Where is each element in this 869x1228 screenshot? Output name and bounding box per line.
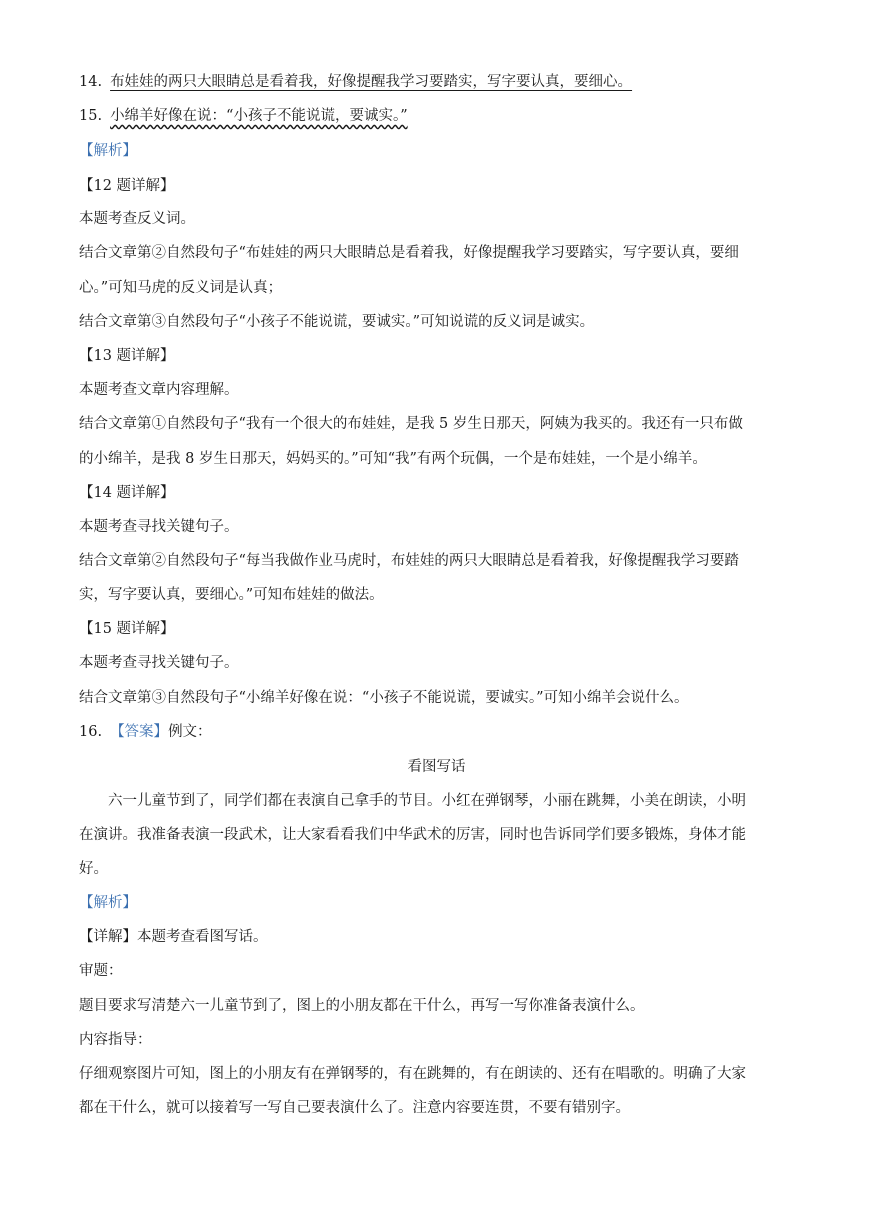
- q12-line-1: 本题考查反义词。: [79, 211, 195, 227]
- q12-line-2: 结合文章第②自然段句子“布娃娃的两只大眼睛总是看着我，好像提醒我学习要踏实，写字要认真，要细: [79, 245, 739, 261]
- question-number: 14.: [79, 74, 103, 90]
- answer-text: 布娃娃的两只大眼睛总是看着我，好像提醒我学习要踏实，写字要认真，要细心。: [110, 74, 633, 90]
- q13-heading: 【13 题详解】: [79, 348, 175, 364]
- answer-14: [79, 72, 794, 92]
- analysis-label-16: 【解析】: [79, 895, 137, 911]
- analysis-label: 【解析】: [79, 143, 137, 159]
- essay-title: 看图写话: [407, 759, 466, 775]
- q13-line-3: 的小绵羊，是我 8 岁生日那天，妈妈买的。”可知“我”有两个玩偶，一个是布娃娃，一个是小绵羊。: [79, 451, 707, 467]
- q14-line-1: 本题考查寻找关键句子。: [79, 519, 239, 535]
- question-number: 16.: [79, 724, 103, 740]
- q12-heading: 【12 题详解】: [79, 178, 175, 194]
- essay-line-3: 好。: [79, 861, 108, 877]
- answer-16: [79, 722, 794, 742]
- q14-line-3: 实，写字要认真，要细心。”可知布娃娃的做法。: [79, 587, 384, 603]
- guide-line-2: 都在干什么，就可以接着写一写自己要表演什么了。注意内容要连贯，不要有错别字。: [79, 1100, 630, 1116]
- essay-line-1: 六一儿童节到了，同学们都在表演自己拿手的节目。小红在弹钢琴，小丽在跳舞，小美在朗读，小明: [108, 793, 746, 809]
- guide-line-1: 仔细观察图片可知，图上的小朋友有在弹钢琴的，有在跳舞的，有在朗读的、还有在唱歌的。明确了大家: [79, 1066, 746, 1082]
- answer-15: [79, 106, 794, 126]
- q12-line-3: 心。”可知马虎的反义词是认真；: [79, 280, 283, 296]
- essay-line-2: 在演讲。我准备表演一段武术，让大家看看我们中华武术的厉害，同时也告诉同学们要多锻炼，身体才能: [79, 827, 746, 843]
- q15-heading: 【15 题详解】: [79, 621, 175, 637]
- answer-label: 【答案】: [110, 724, 169, 740]
- q14-line-2: 结合文章第②自然段句子“每当我做作业马虎时，布娃娃的两只大眼睛总是看着我，好像提醒我学习要踏: [79, 553, 739, 569]
- review-text: 题目要求写清楚六一儿童节到了，图上的小朋友都在干什么，再写一写你准备表演什么。: [79, 998, 645, 1014]
- guide-label: 内容指导：: [79, 1032, 152, 1048]
- review-label: 审题：: [79, 963, 123, 979]
- q15-line-2: 结合文章第③自然段句子“小绵羊好像在说：“小孩子不能说谎，要诚实。”可知小绵羊会说什么。: [79, 690, 689, 706]
- detail-line: 【详解】本题考查看图写话。: [79, 929, 268, 945]
- q12-line-4: 结合文章第③自然段句子“小孩子不能说谎，要诚实。”可知说谎的反义词是诚实。: [79, 314, 595, 330]
- q13-line-2: 结合文章第①自然段句子“我有一个很大的布娃娃，是我 5 岁生日那天，阿姨为我买的。我还有一只布做: [79, 416, 743, 432]
- q15-line-1: 本题考查寻找关键句子。: [79, 655, 239, 671]
- q13-line-1: 本题考查文章内容理解。: [79, 382, 239, 398]
- answer-suffix: 例文：: [168, 724, 212, 740]
- q14-heading: 【14 题详解】: [79, 485, 175, 501]
- answer-text: 小绵羊好像在说：“小孩子不能说谎，要诚实。”: [110, 108, 408, 124]
- question-number: 15.: [79, 108, 103, 124]
